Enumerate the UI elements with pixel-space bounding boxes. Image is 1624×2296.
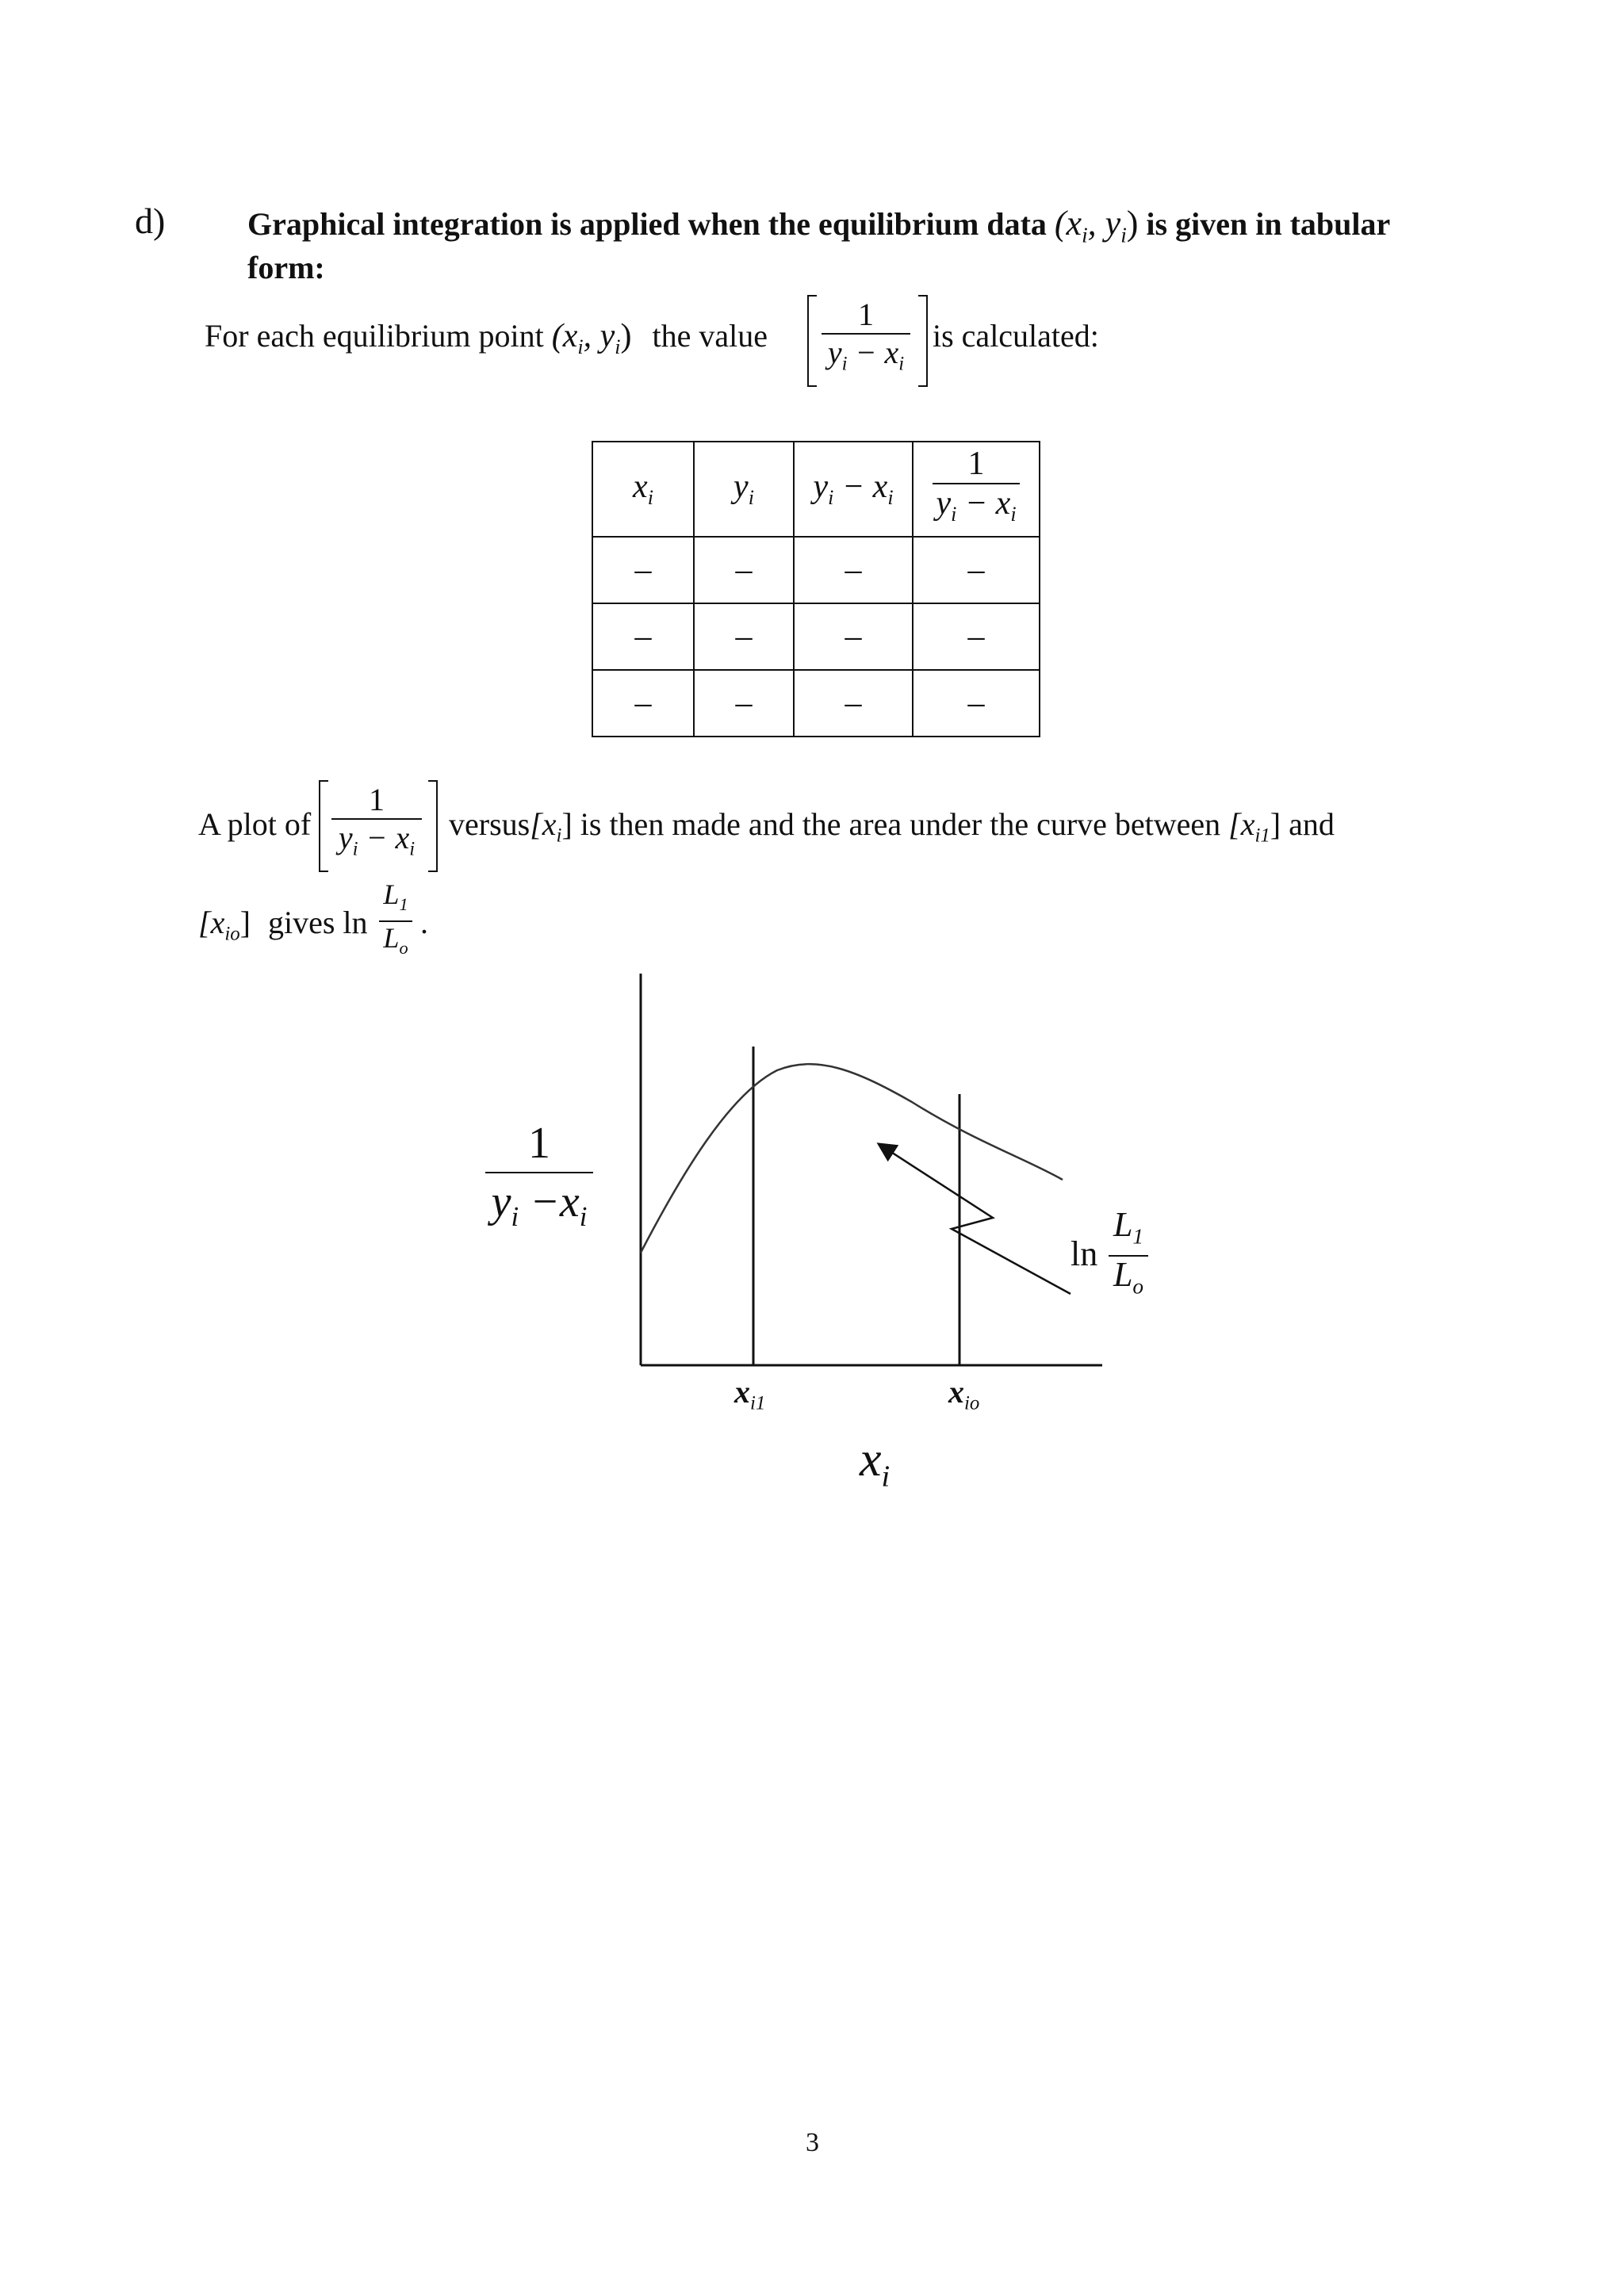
table-cell: – <box>592 537 694 603</box>
reciprocal-curve <box>641 1064 1063 1253</box>
header-xi: $x_i$ <box>592 442 694 537</box>
table-cell: – <box>694 603 794 670</box>
heading-point: ($x_i$, $y_i$) <box>1054 204 1139 247</box>
header-reciprocal: 1 $y_i - x_i$ <box>913 442 1040 537</box>
intro-prefix: For each equilibrium point ($x_i$, $y_i$) the value <box>205 318 768 359</box>
table-cell: – <box>794 670 913 737</box>
section-heading-line2: form: <box>247 250 325 285</box>
intro-point: ($x_i$, $y_i$) <box>551 318 632 359</box>
page-number: 3 <box>806 2128 819 2157</box>
table-cell: – <box>794 603 913 670</box>
section-label: d) <box>135 201 166 241</box>
plot-line1-rest: $versus[x_i]$ is then made and the area under the curve between $[x_{i1}]$ and <box>449 806 1335 847</box>
table-cell: – <box>592 670 694 737</box>
header-yi: $y_i$ <box>694 442 794 537</box>
table-cell: – <box>913 537 1040 603</box>
y-axis-label: 1 $y_i -x_i$ <box>485 1119 593 1241</box>
table-cell: – <box>694 670 794 737</box>
plot-fraction: 1 $y_i - x_i$ <box>331 782 422 868</box>
table-cell: – <box>913 670 1040 737</box>
plot-prefix: A plot of <box>198 806 312 842</box>
table-cell: – <box>913 603 1040 670</box>
plot-line2: $[x_{io}]$ gives ln <box>198 905 368 945</box>
header-yi-minus-xi: $y_i - x_i$ <box>794 442 913 537</box>
x-axis-label: $x_i$ <box>860 1433 891 1494</box>
ln-label: ln <box>1071 1234 1098 1273</box>
ln-fraction: $L_1$ $L_o$ <box>1109 1207 1148 1304</box>
table-cell: – <box>694 537 794 603</box>
tick-label-xio: $x_{io}$ <box>948 1374 980 1414</box>
heading-tail: is given in tabular <box>1146 206 1391 242</box>
table-cell: – <box>794 537 913 603</box>
intro-fraction: 1 $y_i - x_i$ <box>822 297 910 383</box>
heading-text: Graphical integration is applied when the equilibrium data <box>247 206 1047 242</box>
plot-period: . <box>420 905 428 940</box>
plot-ln-fraction: $L_1$ $L_o$ <box>379 878 412 964</box>
table-cell: – <box>592 603 694 670</box>
tick-label-xi1: $x_{i1}$ <box>734 1374 766 1414</box>
intro-suffix: is calculated: <box>933 318 1099 354</box>
